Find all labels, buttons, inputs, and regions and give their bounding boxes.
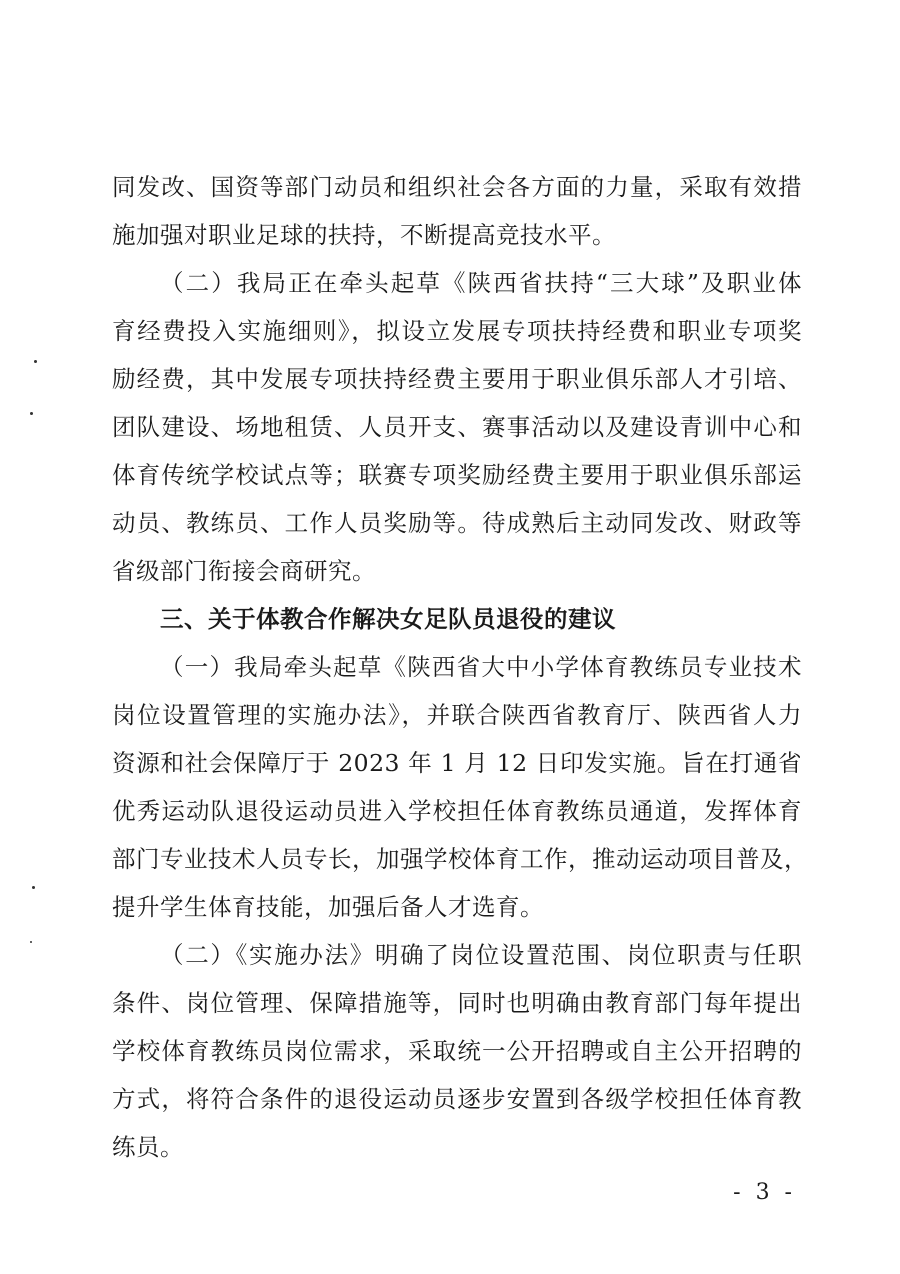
body-text-line: （二）我局正在牵头起草《陕西省扶持“三大球”及职业体 [160,269,802,297]
body-text-line: 育经费投入实施细则》，拟设立发展专项扶持经费和职业专项奖 [112,317,802,345]
body-text-line: 团队建设、场地租赁、人员开支、赛事活动以及建设青训中心和 [112,413,802,441]
body-text-line: 资源和社会保障厅于 2023 年 1 月 12 日印发实施。旨在打通省 [112,749,802,777]
body-text-line: 体育传统学校试点等；联赛专项奖励经费主要用于职业俱乐部运 [112,461,802,489]
page-number: - 3 - [733,1180,796,1205]
body-text-line: 励经费，其中发展专项扶持经费主要用于职业俱乐部人才引培、 [112,365,802,393]
body-text-line: （一）我局牵头起草《陕西省大中小学体育教练员专业技术 [160,653,802,681]
scan-speck [30,412,33,415]
body-text-line: 提升学生体育技能，加强后备人才选育。 [112,893,544,921]
body-text-line: 优秀运动队退役运动员进入学校担任体育教练员通道，发挥体育 [112,797,802,825]
body-text-line: 省级部门衔接会商研究。 [112,557,376,585]
body-text-line: 部门专业技术人员专长，加强学校体育工作，推动运动项目普及， [112,845,808,873]
body-text-line: 练员。 [112,1133,184,1161]
scan-speck [34,360,37,363]
body-text-line: 同发改、国资等部门动员和组织社会各方面的力量，采取有效措 [112,173,802,201]
body-text-line: 学校体育教练员岗位需求，采取统一公开招聘或自主公开招聘的 [112,1037,802,1065]
section-heading: 三、关于体教合作解决女足队员退役的建议 [160,605,616,633]
body-text-line: （二）《实施办法》明确了岗位设置范围、岗位职责与任职 [160,941,802,969]
scan-speck [32,886,35,889]
body-text-line: 施加强对职业足球的扶持，不断提高竞技水平。 [112,221,616,249]
body-text-line: 方式，将符合条件的退役运动员逐步安置到各级学校担任体育教 [112,1085,802,1113]
body-text-line: 条件、岗位管理、保障措施等，同时也明确由教育部门每年提出 [112,989,802,1017]
scan-speck [30,941,32,943]
body-text-line: 动员、教练员、工作人员奖励等。待成熟后主动同发改、财政等 [112,509,802,537]
body-text-line: 岗位设置管理的实施办法》，并联合陕西省教育厅、陕西省人力 [112,701,802,729]
